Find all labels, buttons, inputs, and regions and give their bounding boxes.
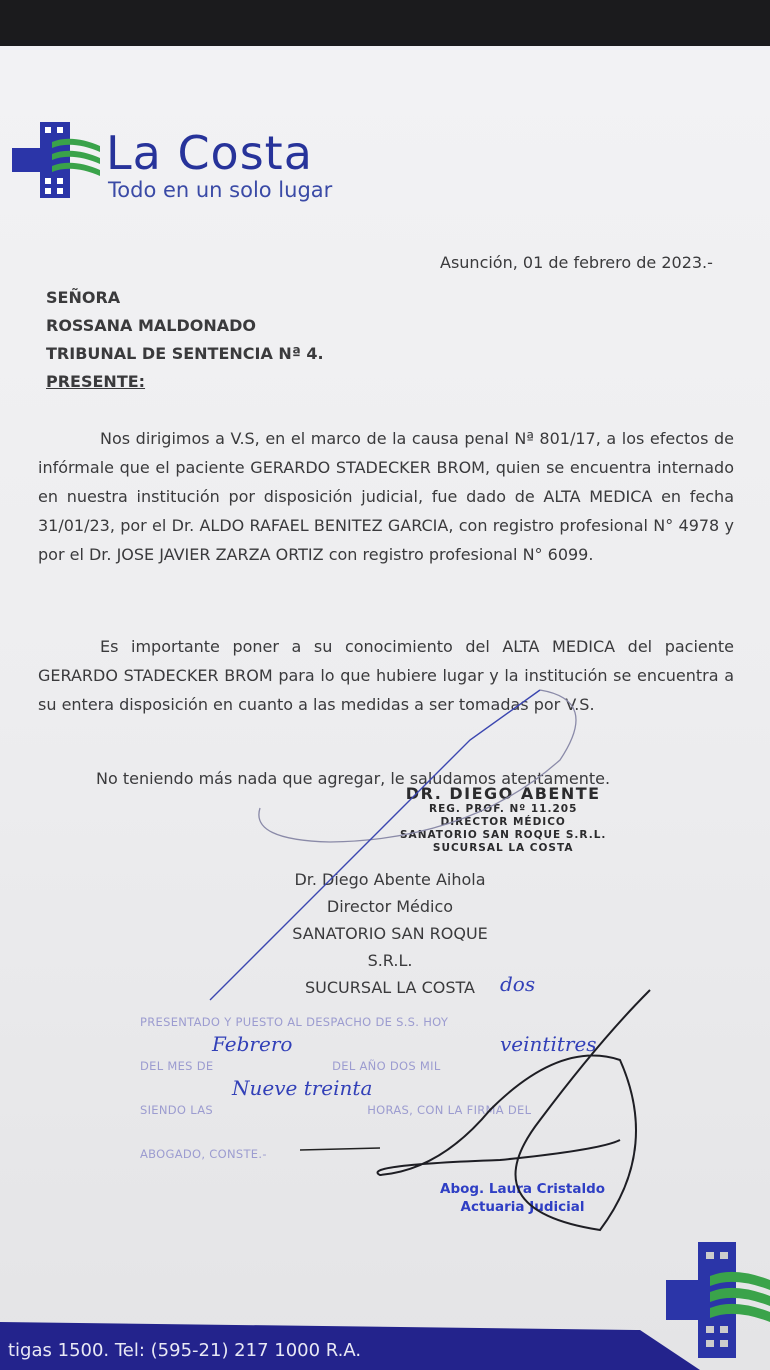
la-costa-logo-icon: [12, 120, 102, 200]
letter-date: Asunción, 01 de febrero de 2023.-: [440, 253, 713, 272]
recipient-line: SEÑORA: [46, 288, 121, 307]
handwritten-year: veintitres: [500, 1032, 597, 1056]
doctor-stamp: [400, 784, 606, 855]
court-stamp-line: PRESENTADO Y PUESTO AL DESPACHO DE S.S. HOY: [140, 1015, 449, 1029]
recipient-line: ROSSANA MALDONADO: [46, 316, 257, 335]
handwritten-time: Nueve treinta: [232, 1076, 373, 1100]
footer-address: tigas 1500. Tel: (595-21) 217 1000 R.A.: [8, 1340, 362, 1361]
signer-name: Dr. Diego Abente Aihola: [294, 870, 486, 889]
doctor-stamp-line: REG. PROF. Nº 11.205: [428, 803, 578, 815]
recipient-block: [46, 284, 324, 396]
handwritten-day: dos: [500, 972, 536, 996]
court-stamp-line: ABOGADO, CONSTE.-: [140, 1147, 267, 1161]
doctor-stamp-line: DIRECTOR MÉDICO: [440, 816, 566, 828]
signer-org: SANATORIO SAN ROQUE S.R.L.: [292, 924, 488, 970]
recipient-line: TRIBUNAL DE SENTENCIA Nª 4.: [46, 344, 324, 363]
paragraph-2: Es importante poner a su conocimiento del ALTA MEDICA del paciente GERARDO STADECKER BROM para lo que hubiere lugar y la institución se encuentra a su entera disposición en cuanto a las medidas a ser tomadas por V.S.: [38, 637, 734, 714]
la-costa-footer-logo-icon: [664, 1240, 770, 1360]
signature-block: [270, 866, 510, 1001]
court-stamp-line: DEL MES DE DEL AÑO DOS MIL: [140, 1059, 441, 1073]
doctor-stamp-line: SUCURSAL LA COSTA: [432, 842, 574, 854]
actuaria-stamp: [440, 1180, 605, 1216]
closing-line: No teniendo más nada que agregar, le saludamos atentamente.: [96, 769, 611, 788]
brand-tagline: Todo en un solo lugar: [108, 178, 333, 202]
brand-name: La Costa: [106, 126, 313, 180]
doctor-stamp-name: DR. DIEGO ABENTE: [405, 784, 601, 803]
signer-branch: SUCURSAL LA COSTA: [305, 978, 475, 997]
actuaria-title: Actuaria Judicial: [460, 1199, 585, 1215]
handwritten-month: Febrero: [212, 1032, 293, 1056]
salutation: PRESENTE:: [46, 372, 146, 391]
paragraph-1: Nos dirigimos a V.S, en el marco de la causa penal Nª 801/17, a los efectos de infórmale que el paciente GERARDO STADECKER BROM, quien se encuentra internado en nuestra institución por disposición judicial, fue dado de ALTA MEDICA en fecha 31/01/23, por el Dr. ALDO RAFAEL BENITEZ GARCIA, con registro profesional N° 4978 y por el Dr. JOSE JAVIER ZARZA ORTIZ con registro profesional N° 6099.: [38, 429, 734, 564]
court-stamp-line: SIENDO LAS HORAS, CON LA FIRMA DEL: [140, 1103, 532, 1117]
signer-title: Director Médico: [326, 897, 454, 916]
doctor-stamp-line: SANATORIO SAN ROQUE S.R.L.: [400, 829, 607, 841]
actuaria-name: Abog. Laura Cristaldo: [440, 1181, 606, 1197]
